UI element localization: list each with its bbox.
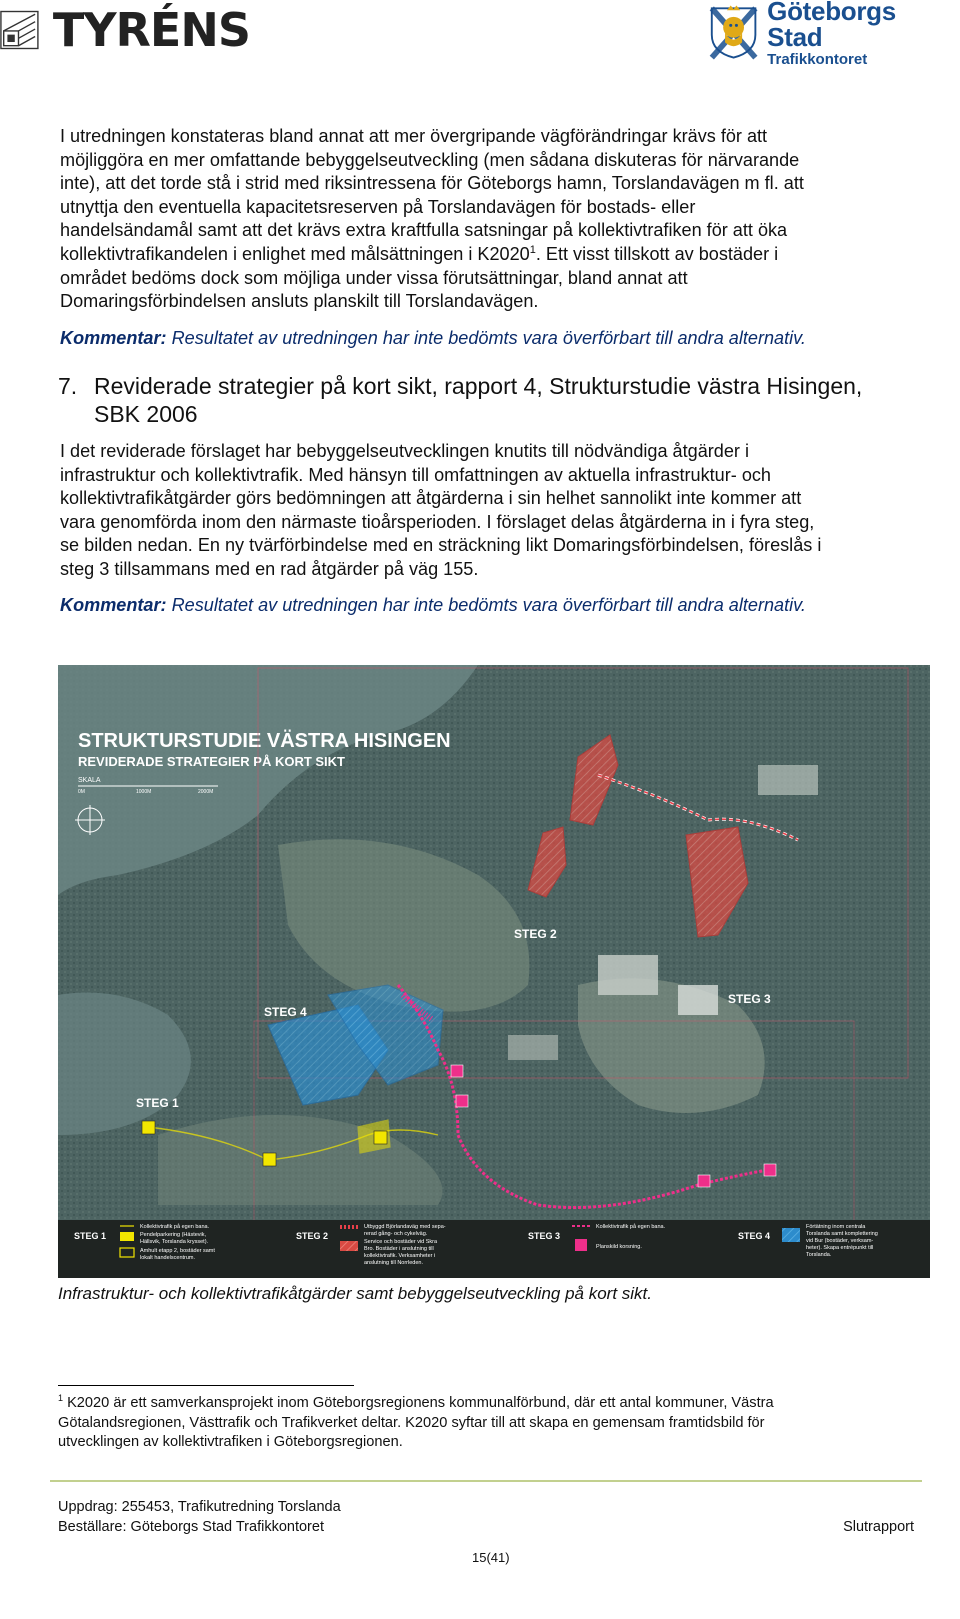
comment-text: Resultatet av utredningen har inte bedömts vara överförbart till andra alternativ. — [166, 328, 806, 348]
map-label-steg4: STEG 4 — [264, 1005, 307, 1019]
paragraph-line: området bedöms dock som möjliga under vissa förutsättningar, bland annat att — [60, 267, 688, 288]
section-heading — [58, 372, 938, 428]
legend-text: Förtätning inom centrala — [806, 1224, 866, 1230]
footer-assignment: Uppdrag: 255453, Trafikutredning Torslanda — [58, 1499, 341, 1515]
legend-text: vid Bur (bostäder, verksam- — [806, 1238, 874, 1244]
trafikkontoret-name: Trafikkontoret — [767, 50, 868, 68]
legend-text: Utbyggd Björlandaväg med sepa- — [364, 1224, 446, 1230]
map-industrial — [678, 985, 718, 1015]
map-label-steg1: STEG 1 — [136, 1096, 179, 1110]
paragraph-line: möjliggöra en mer omfattande bebyggelseutveckling (men sådana diskuteras för närvarande — [60, 149, 800, 170]
legend-text: Bro. Bostäder i anslutning till — [364, 1246, 434, 1252]
legend-text: Pendelparkering (Hästevik, — [140, 1232, 207, 1238]
footer-divider — [50, 1480, 922, 1482]
steg1-marker — [263, 1153, 276, 1166]
paragraph-line: kollektivtrafikåtgärder görs bedömningen att åtgärderna i sin helhet sannolikt inte kommer att — [60, 488, 802, 509]
paragraph-line: infrastruktur och kollektivtrafik. Med hänsyn till omfattningen av aktuella infrastruktur- och — [60, 464, 771, 485]
tyrens-logo-icon — [0, 9, 39, 51]
paragraph-line: handelsändamål samt att det krävs extra kraftfulla satsningar på kollektivtrafiken för att öka — [60, 220, 788, 241]
legend-swatch — [340, 1241, 358, 1251]
footnote-line: K2020 är ett samverkansprojekt inom Göteborgsregionens kommunalförbund, där ett antal kommuner, Västra — [63, 1395, 774, 1411]
legend-text: rerad gång- och cykelväg. — [364, 1231, 428, 1237]
paragraph-line: I utredningen konstateras bland annat att mer övergripande vägförändringar krävs för att — [60, 126, 768, 146]
legend-steg2-label: STEG 2 — [296, 1231, 329, 1241]
paragraph-line: steg 3 tillsammans med en rad åtgärder på väg 155. — [60, 558, 479, 579]
tyrens-logo — [0, 4, 250, 56]
legend-text: lokalt handelscentrum. — [140, 1255, 196, 1261]
paragraph-line: Domaringsförbindelsen ansluts planskilt till Torslandavägen. — [60, 291, 539, 312]
comment-label: Kommentar: — [60, 595, 167, 615]
map-title: STRUKTURSTUDIE VÄSTRA HISINGEN — [78, 730, 451, 752]
legend-text: Planskild korsning. — [596, 1244, 642, 1250]
footer-client: Beställare: Göteborgs Stad Trafikkontoret — [58, 1519, 324, 1535]
paragraph-line: I det reviderade förslaget har bebyggelseutvecklingen knutits till nödvändiga åtgärder i — [60, 441, 749, 461]
section-title-line: SBK 2006 — [94, 401, 198, 427]
section-title-line: Reviderade strategier på kort sikt, rapport 4, Strukturstudie västra Hisingen, — [94, 373, 863, 399]
section-title — [94, 372, 862, 428]
legend-text: Torslanda samt komplettering — [806, 1231, 878, 1237]
map-scale-0: 0M — [78, 789, 85, 795]
legend-text: anslutning till Norrleden. — [364, 1260, 424, 1266]
comment-1 — [60, 327, 940, 350]
tyrens-wordmark: TYRÉNS — [52, 3, 250, 57]
map-scale-label: SKALA — [78, 777, 101, 784]
legend-text: Service och bostäder vid Skra — [364, 1239, 438, 1245]
paragraph-2 — [60, 440, 940, 582]
legend-swatch — [575, 1239, 587, 1251]
legend-text: Hällsvik, Torslanda krysset). — [140, 1239, 209, 1245]
strukturstudie-map — [58, 665, 930, 1278]
steg3-marker — [698, 1175, 710, 1187]
paragraph-line: inte), att det torde stå i strid med riksintressena för Göteborgs hamn, Torslandavägen m fl. att — [60, 173, 804, 194]
legend-text: heter). Skapa entrépunkt till — [806, 1245, 874, 1251]
steg1-marker — [374, 1131, 387, 1144]
steg3-marker — [764, 1164, 776, 1176]
legend-text: Amhult etapp 2, bostäder samt — [140, 1248, 215, 1254]
map-label-steg2: STEG 2 — [514, 927, 557, 941]
footnote-divider — [58, 1385, 354, 1386]
legend-swatch — [120, 1232, 134, 1241]
steg1-marker — [142, 1121, 155, 1134]
legend-text: Kollektivtrafik på egen bana. — [596, 1224, 666, 1230]
paragraph-line: utnyttja den eventuella kapacitetsreserven på Torslandavägen för bostads- eller — [60, 196, 696, 217]
legend-text: Torslanda. — [806, 1252, 832, 1258]
footnote-line: Götalandsregionen, Västtrafik och Trafikverket deltar. K2020 syftar till att skapa en gemensam framtidsbild för — [58, 1414, 765, 1431]
footnote-line: utvecklingen av kollektivtrafiken i Göteborgsregionen. — [58, 1434, 403, 1450]
map-scale-1: 1000M — [136, 789, 152, 795]
figure-caption: Infrastruktur- och kollektivtrafikåtgärder samt bebyggelseutveckling på kort sikt. — [58, 1284, 653, 1303]
paragraph-line: . Ett visst tillskott av bostäder i — [535, 243, 779, 264]
legend-swatch — [782, 1228, 800, 1242]
map-industrial — [758, 765, 818, 795]
goteborgs-stad-name: Göteborgs Stad — [767, 0, 896, 52]
map-scale-2: 2000M — [198, 789, 214, 795]
lion-crest-icon — [708, 3, 759, 61]
map-label-steg3: STEG 3 — [728, 992, 771, 1006]
legend-text: kollektivtrafik. Verksamheter i — [364, 1253, 436, 1259]
footnote-marker: 1 — [58, 1393, 64, 1404]
paragraph-line: vara genomförda inom den närmaste tioårsperioden. I förslaget delas åtgärderna in i fyra steg, — [60, 511, 815, 532]
legend-steg1-label: STEG 1 — [74, 1231, 107, 1241]
comment-2 — [60, 594, 940, 617]
goteborgs-stad-wordmark — [767, 0, 948, 67]
comment-text: Resultatet av utredningen har inte bedömts vara överförbart till andra alternativ. — [166, 595, 806, 615]
page-number: 15(41) — [472, 1550, 510, 1565]
map-industrial — [598, 955, 658, 995]
steg3-marker — [456, 1095, 468, 1107]
footer-report-type: Slutrapport — [843, 1519, 914, 1535]
section-number: 7. — [58, 373, 78, 399]
comment-label: Kommentar: — [60, 328, 167, 348]
footnote — [58, 1394, 918, 1453]
legend-steg3-label: STEG 3 — [528, 1231, 561, 1241]
steg3-marker — [451, 1065, 463, 1077]
legend-text: Kollektivtrafik på egen bana. — [140, 1224, 210, 1230]
legend-steg4-label: STEG 4 — [738, 1231, 771, 1241]
paragraph-line: se bilden nedan. En ny tvärförbindelse med en sträckning likt Domaringsförbindelsen, föreslås i — [60, 535, 822, 556]
footnote-ref: 1 — [529, 243, 536, 256]
paragraph-1 — [60, 125, 940, 314]
map-subtitle: REVIDERADE STRATEGIER PÅ KORT SIKT — [78, 754, 346, 769]
paragraph-line: kollektivtrafikandelen i enlighet med målsättningen i K2020 — [60, 243, 530, 264]
goteborgs-stad-logo — [708, 0, 948, 68]
map-industrial — [508, 1035, 558, 1060]
